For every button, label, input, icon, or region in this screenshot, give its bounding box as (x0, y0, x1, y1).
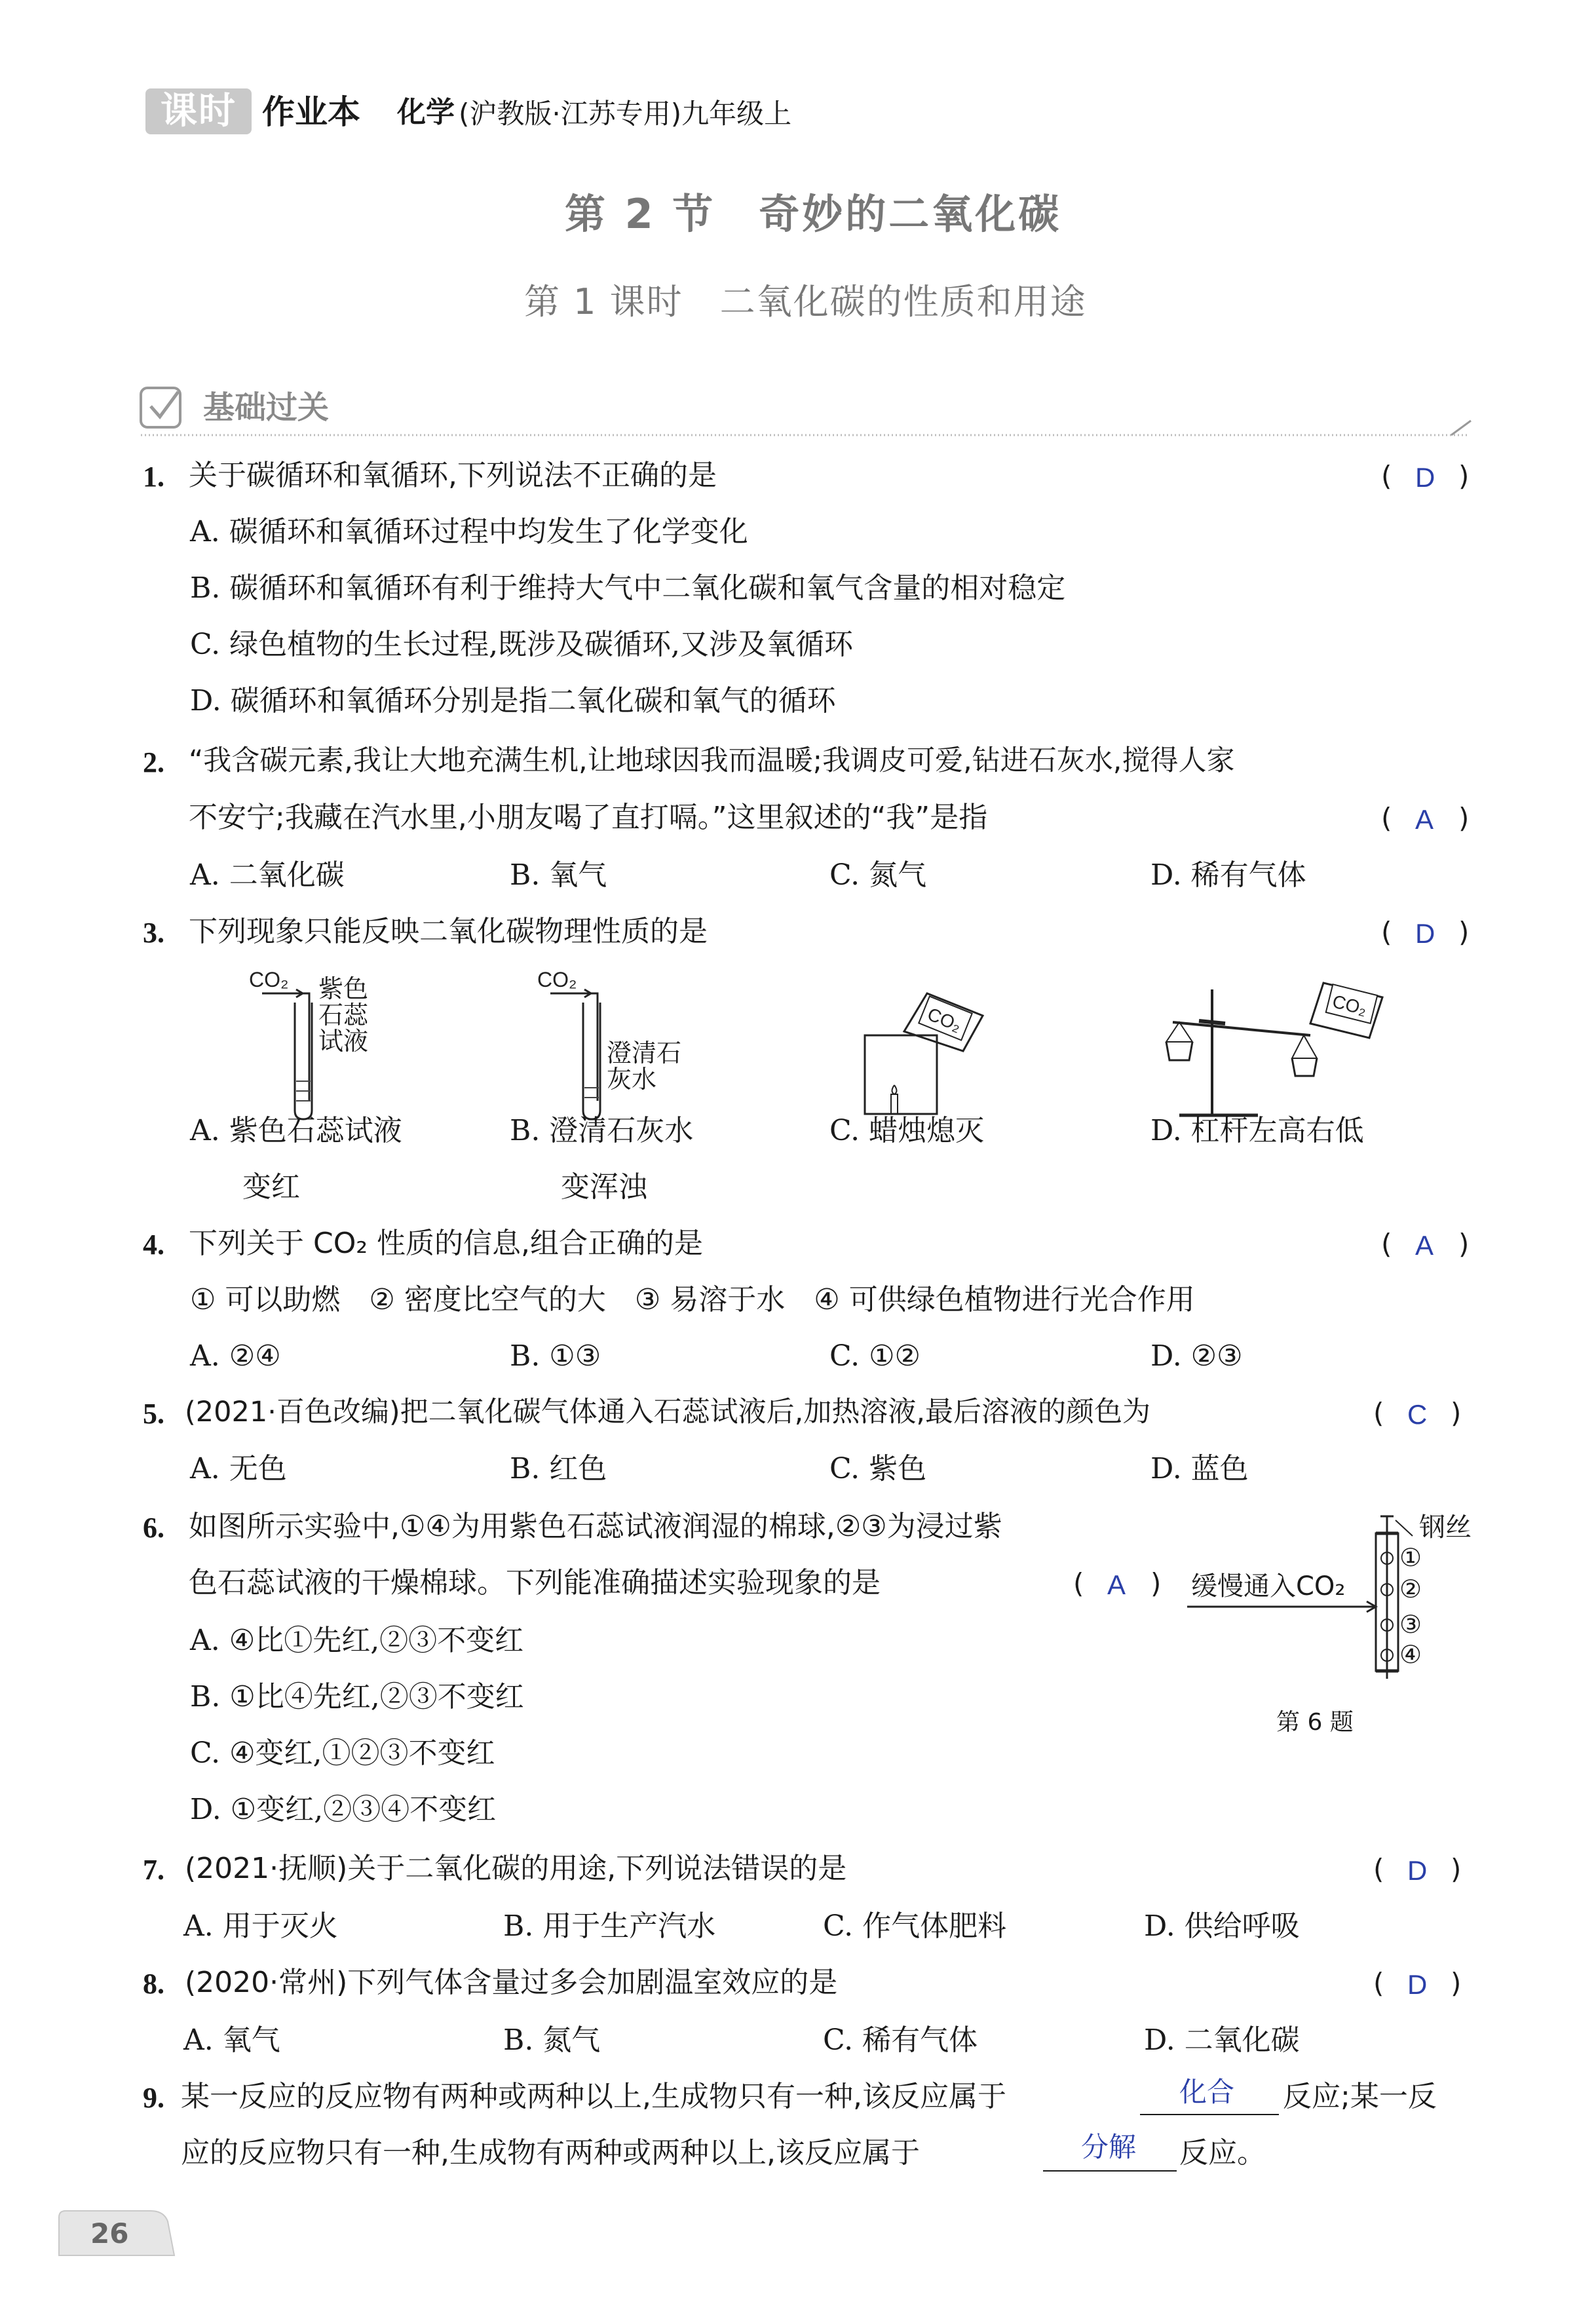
q7-number: 7. (143, 1854, 164, 1886)
q6-stem-line2: 色石蕊试液的干燥棉球。下列能准确描述实验现象的是 (189, 1566, 881, 1599)
q9-blank2-answer: 分解 (1081, 2131, 1137, 2163)
q7-paren-close: ) (1451, 1853, 1462, 1885)
q3-fig-a-label: 紫色 石蕊 试液 (318, 974, 369, 1056)
q7-stem: (2021·抚顺)关于二氧化碳的用途,下列说法错误的是 (185, 1852, 847, 1885)
q6-inlet-arrow (1187, 1601, 1376, 1612)
q2-stem-line2: 不安宁;我藏在汽水里,小朋友喝了直打嗝。”这里叙述的“我”是指 (189, 801, 988, 834)
q4-answer: A (1415, 1230, 1434, 1261)
q2-option-b: B. 氧气 (510, 858, 607, 892)
q5-option-a: A. 无色 (190, 1452, 287, 1485)
q3-option-d: D. 杠杆左高右低 (1150, 1114, 1364, 1147)
q6-caption: 第 6 题 (1276, 1709, 1354, 1736)
q5-option-b: B. 红色 (510, 1452, 607, 1485)
q2-paren-open: ( (1381, 802, 1392, 834)
q6-paren-open: ( (1073, 1567, 1084, 1599)
q3-option-b-cont: 变浑浊 (561, 1170, 647, 1204)
page-number: 26 (90, 2217, 129, 2250)
q5-answer: C (1407, 1399, 1428, 1430)
q3-fig-a-co2: CO₂ (249, 968, 289, 991)
q9-number: 9. (143, 2082, 164, 2114)
q2-stem-line1: “我含碳元素,我让大地充满生机,让地球因我而温暖;我调皮可爱,钻进石灰水,搅得人家 (189, 744, 1235, 777)
q3-number: 3. (143, 917, 164, 949)
section-title: 第 2 节 奇妙的二氧化碳 (565, 190, 1062, 238)
check-mark-icon (151, 392, 178, 417)
q1-option-d: D. 碳循环和氧循环分别是指二氧化碳和氧气的循环 (190, 684, 836, 718)
q4-paren-close: ) (1458, 1228, 1470, 1260)
q7-option-a: A. 用于灭火 (183, 1909, 338, 1943)
q8-paren-open: ( (1373, 1967, 1384, 1999)
q3-option-a-cont: 变红 (242, 1170, 300, 1204)
q8-option-b: B. 氮气 (503, 2023, 601, 2057)
q6-paren-close: ) (1150, 1567, 1162, 1599)
q6-ball-3: ③ (1399, 1610, 1422, 1639)
q3-fig-b-apparatus (550, 989, 600, 1119)
q5-paren-close: ) (1451, 1397, 1462, 1429)
q3-option-b: B. 澄清石灰水 (510, 1114, 694, 1147)
q3-answer: D (1415, 918, 1435, 949)
q6-ball-4: ④ (1399, 1640, 1422, 1669)
q6-option-a: A. ④比①先红,②③不变红 (190, 1624, 524, 1657)
q9-blank1-line (1140, 2114, 1279, 2115)
q4-paren-open: ( (1381, 1228, 1392, 1260)
band-divider-end (1451, 421, 1471, 435)
q2-number: 2. (143, 746, 164, 778)
q7-option-b: B. 用于生产汽水 (503, 1909, 716, 1943)
q2-option-c: C. 氮气 (829, 858, 927, 892)
q3-option-a: A. 紫色石蕊试液 (190, 1114, 402, 1147)
subject-name: 化学 (397, 96, 455, 129)
q1-option-b: B. 碳循环和氧循环有利于维持大气中二氧化碳和氧气含量的相对稳定 (190, 571, 1066, 605)
q3-fig-d-co2: CO₂ (1330, 991, 1369, 1020)
q1-answer: D (1415, 462, 1435, 493)
q5-option-d: D. 蓝色 (1150, 1452, 1249, 1485)
q1-option-c: C. 绿色植物的生长过程,既涉及碳循环,又涉及氧循环 (190, 628, 854, 661)
series-name: 作业本 (262, 93, 360, 131)
q3-stem: 下列现象只能反映二氧化碳物理性质的是 (189, 915, 708, 948)
q6-inlet-label: 缓慢通入CO₂ (1191, 1571, 1346, 1601)
q1-number: 1. (143, 461, 164, 493)
band-label: 基础过关 (203, 389, 330, 426)
q9-part1: 某一反应的反应物有两种或两种以上,生成物只有一种,该反应属于 (181, 2080, 1006, 2113)
q7-answer: D (1407, 1855, 1428, 1886)
q2-paren-close: ) (1458, 802, 1470, 834)
q6-option-d: D. ①变红,②③④不变红 (190, 1793, 497, 1826)
lesson-title: 第 1 课时 二氧化碳的性质和用途 (524, 281, 1087, 322)
check-box-icon (141, 388, 180, 427)
q9-part4: 反应。 (1179, 2136, 1266, 2170)
q8-option-d: D. 二氧化碳 (1144, 2023, 1300, 2057)
q8-paren-close: ) (1451, 1967, 1462, 1999)
q6-ball-1: ① (1399, 1543, 1422, 1572)
q4-option-c: C. ①② (829, 1339, 921, 1373)
brand-logo: 课时 (145, 88, 252, 134)
q3-fig-b-label: 澄清石 灰水 (607, 1039, 682, 1094)
q5-paren-open: ( (1373, 1397, 1384, 1429)
q1-stem: 关于碳循环和氧循环,下列说法不正确的是 (189, 459, 717, 492)
q1-option-a: A. 碳循环和氧循环过程中均发生了化学变化 (190, 515, 748, 548)
q4-stem: 下列关于 CO₂ 性质的信息,组合正确的是 (189, 1227, 703, 1260)
q1-paren-open: ( (1381, 460, 1392, 492)
q2-option-d: D. 稀有气体 (1150, 858, 1306, 892)
q6-option-b: B. ①比④先红,②③不变红 (190, 1680, 524, 1714)
q4-items: ① 可以助燃 ② 密度比空气的大 ③ 易溶于水 ④ 可供绿色植物进行光合作用 (190, 1283, 1195, 1316)
q4-option-d: D. ②③ (1150, 1339, 1243, 1373)
q7-paren-open: ( (1373, 1853, 1384, 1885)
q9-part2: 反应;某一反 (1283, 2080, 1437, 2113)
q6-ball-2: ② (1399, 1575, 1422, 1603)
q7-option-c: C. 作气体肥料 (823, 1909, 1007, 1943)
q1-paren-close: ) (1458, 460, 1470, 492)
q5-option-c: C. 紫色 (829, 1452, 927, 1485)
q8-option-c: C. 稀有气体 (823, 2023, 978, 2057)
q4-option-a: A. ②④ (190, 1339, 281, 1373)
q4-number: 4. (143, 1229, 164, 1261)
q3-fig-c-co2: CO₂ (924, 1003, 964, 1036)
q5-number: 5. (143, 1398, 164, 1430)
q8-number: 8. (143, 1968, 164, 2000)
q6-tube (1376, 1516, 1398, 1679)
q8-option-a: A. 氧气 (183, 2023, 280, 2057)
q8-stem: (2020·常州)下列气体含量过多会加剧温室效应的是 (185, 1966, 838, 1999)
q6-option-c: C. ④变红,①②③不变红 (190, 1736, 495, 1770)
q3-fig-a-apparatus (262, 989, 312, 1119)
q2-option-a: A. 二氧化碳 (190, 858, 345, 892)
q3-fig-b-co2: CO₂ (537, 968, 577, 991)
q8-answer: D (1407, 1969, 1428, 2000)
q2-answer: A (1415, 804, 1434, 835)
q3-figure (236, 963, 1481, 1127)
q7-option-d: D. 供给呼吸 (1144, 1909, 1300, 1943)
q6-stem-line1: 如图所示实验中,①④为用紫色石蕊试液润湿的棉球,②③为浸过紫 (189, 1510, 1002, 1543)
q6-number: 6. (143, 1512, 164, 1544)
q4-option-b: B. ①③ (510, 1339, 601, 1373)
q5-stem: (2021·百色改编)把二氧化碳气体通入石蕊试液后,加热溶液,最后溶液的颜色为 (185, 1396, 1150, 1428)
edition-info: (沪教版·江苏专用)九年级上 (459, 98, 792, 130)
q3-option-c: C. 蜡烛熄灭 (829, 1114, 985, 1147)
q9-part3: 应的反应物只有一种,生成物有两种或两种以上,该反应属于 (181, 2136, 920, 2170)
q6-answer: A (1107, 1569, 1126, 1600)
q9-blank1-answer: 化合 (1179, 2076, 1235, 2108)
q9-blank2-line (1043, 2170, 1177, 2172)
q3-paren-open: ( (1381, 916, 1392, 948)
q3-paren-close: ) (1458, 916, 1470, 948)
q3-fig-c-apparatus (865, 993, 983, 1114)
q6-wire-label: 钢丝 (1419, 1512, 1472, 1542)
